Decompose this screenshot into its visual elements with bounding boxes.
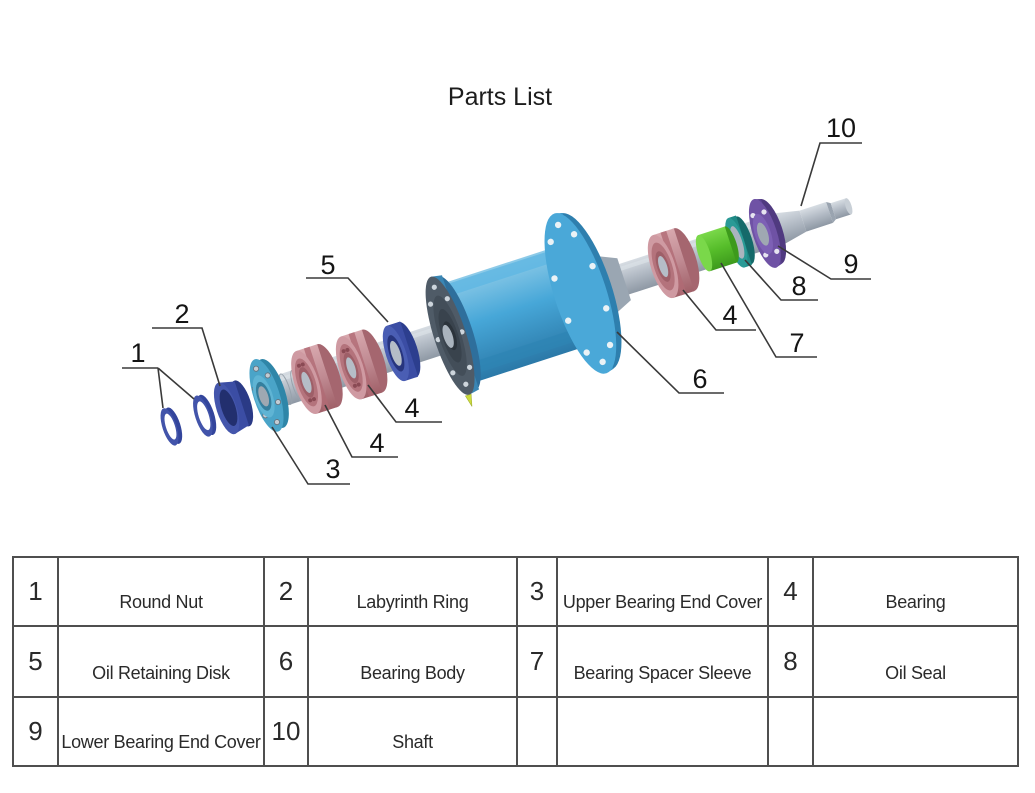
part-number-cell [769,698,814,767]
leader-line-4a [325,405,398,457]
part-number-cell: 2 [265,558,309,627]
callout-10: 10 [825,113,857,143]
grease-drip [465,394,474,407]
bearing-right [641,225,705,302]
callout-6: 6 [692,364,708,394]
part-number-cell: 9 [14,698,59,767]
callout-5: 5 [320,250,336,280]
bearing-body [409,199,650,420]
callout-4a: 4 [369,428,385,458]
leader-line-5 [306,278,388,322]
assembly [137,125,877,509]
leader-line-4c [683,290,756,330]
part-number-cell: 4 [769,558,814,627]
part-name-cell: Bearing Body [309,627,518,698]
part-number-cell: 6 [265,627,309,698]
leader-line-1 [122,368,194,408]
part-name-cell [558,698,769,767]
callout-4c: 4 [722,300,738,330]
leader-line-6 [617,332,724,393]
leader-line-2 [152,328,220,386]
leader-line-10 [801,143,862,206]
part-number-cell: 5 [14,627,59,698]
part-number-cell [518,698,558,767]
part-number-cell: 7 [518,627,558,698]
part-number-cell: 10 [265,698,309,767]
part-name-cell: Oil Seal [814,627,1019,698]
part-name-cell: Bearing Spacer Sleeve [558,627,769,698]
callout-4b: 4 [404,393,420,423]
part-name-cell: Labyrinth Ring [309,558,518,627]
part-name-cell: Oil Retaining Disk [59,627,265,698]
part-name-cell: Upper Bearing End Cover [558,558,769,627]
round-nut-rings [156,392,220,449]
part-name-cell: Round Nut [59,558,265,627]
callout-2: 2 [174,299,190,329]
part-name-cell [814,698,1019,767]
part-number-cell: 8 [769,627,814,698]
page-title: Parts List [447,83,553,111]
leader-line-8 [745,260,818,300]
part-name-cell: Lower Bearing End Cover [59,698,265,767]
part-number-cell: 1 [14,558,59,627]
callout-8: 8 [791,271,807,301]
callout-3: 3 [325,454,341,484]
callout-1: 1 [130,338,146,368]
part-name-cell: Shaft [309,698,518,767]
callout-7: 7 [789,328,805,358]
part-name-cell: Bearing [814,558,1019,627]
part-number-cell: 3 [518,558,558,627]
parts-table [12,556,1019,767]
callout-9: 9 [843,249,859,279]
